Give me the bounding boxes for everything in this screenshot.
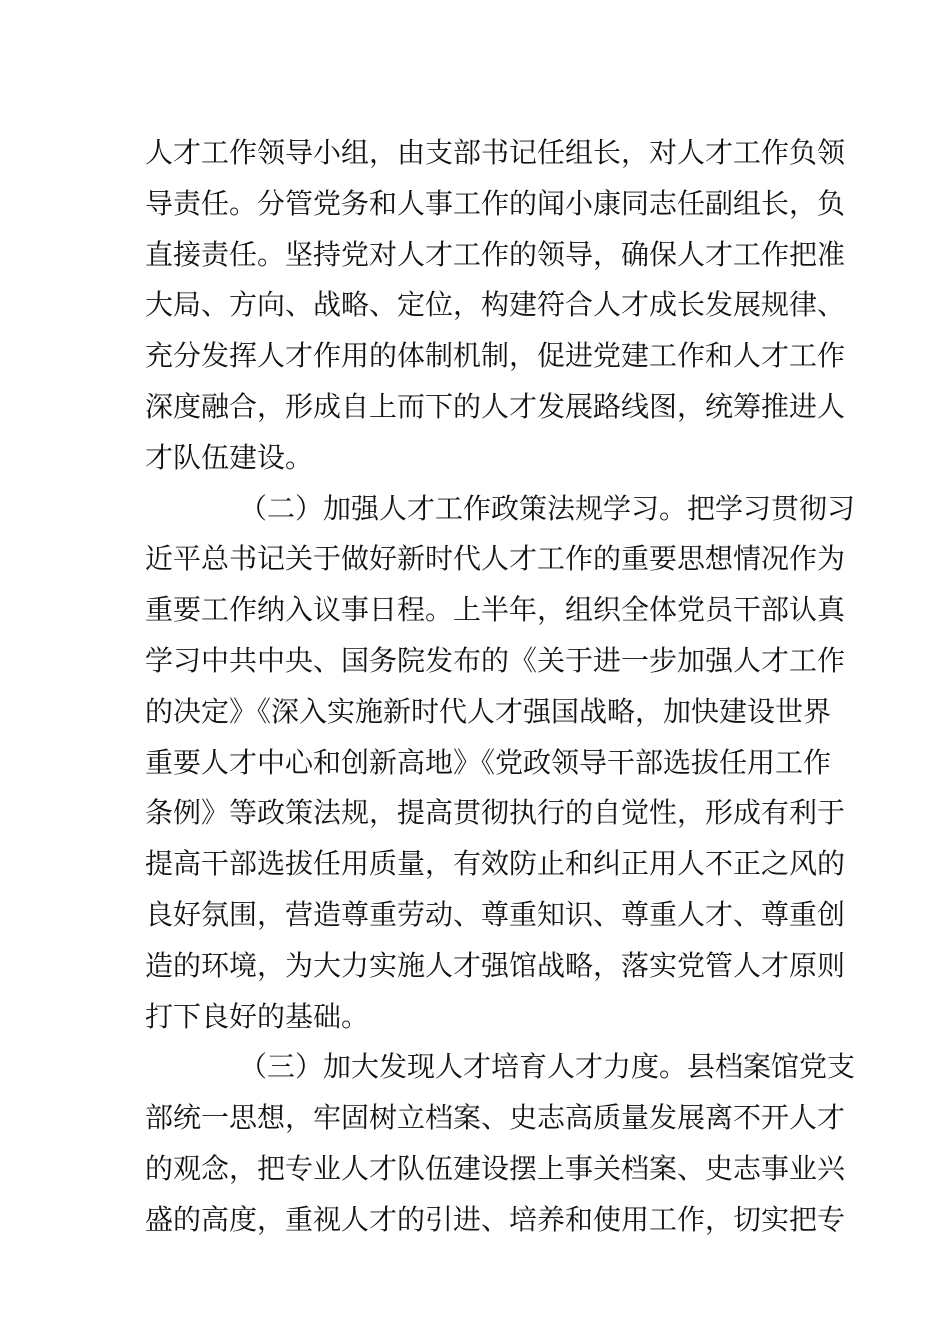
text-line: 的观念，把专业人才队伍建设摆上事关档案、史志事业兴 xyxy=(145,1151,846,1185)
text-line: 导责任。分管党务和人事工作的闻小康同志任副组长，负 xyxy=(145,186,846,220)
text-line: 人才工作领导小组，由支部书记任组长，对人才工作负领 xyxy=(145,136,846,169)
text-line: 直接责任。坚持党对人才工作的领导，确保人才工作把准 xyxy=(145,237,846,271)
section-heading-line: （二）加强人才工作政策法规学习。把学习贯彻习 xyxy=(239,491,856,525)
document-body xyxy=(145,128,856,1246)
text-line: 盛的高度，重视人才的引进、培养和使用工作，切实把专 xyxy=(145,1202,846,1236)
text-line: 提高干部选拔任用质量，有效防止和纠正用人不正之风的 xyxy=(145,847,846,881)
text-line: 打下良好的基础。 xyxy=(145,999,370,1033)
text-line: 学习中共中央、国务院发布的《关于进一步加强人才工作 xyxy=(145,643,846,677)
text-line: 良好氛围，营造尊重劳动、尊重知识、尊重人才、尊重创 xyxy=(145,897,846,931)
text-line: 深度融合，形成自上而下的人才发展路线图，统筹推进人 xyxy=(145,389,846,423)
text-line: 造的环境，为大力实施人才强馆战略，落实党管人才原则 xyxy=(145,948,846,982)
text-line: 近平总书记关于做好新时代人才工作的重要思想情况作为 xyxy=(145,542,846,576)
text-line: 的决定》《深入实施新时代人才强国战略，加快建设世界 xyxy=(145,694,832,728)
text-line: 条例》等政策法规，提高贯彻执行的自觉性，形成有利于 xyxy=(145,796,846,830)
text-line: 才队伍建设。 xyxy=(145,440,314,474)
text-line: 重要人才中心和创新高地》《党政领导干部选拔任用工作 xyxy=(145,745,832,779)
section-heading-line: （三）加大发现人才培育人才力度。县档案馆党支 xyxy=(239,1050,856,1084)
text-line: 充分发挥人才作用的体制机制，促进党建工作和人才工作 xyxy=(145,339,846,373)
text-line: 大局、方向、战略、定位，构建符合人才成长发展规律、 xyxy=(145,288,846,322)
text-line: 部统一思想，牢固树立档案、史志高质量发展离不开人才 xyxy=(145,1101,846,1135)
text-line: 重要工作纳入议事日程。上半年，组织全体党员干部认真 xyxy=(145,593,846,627)
